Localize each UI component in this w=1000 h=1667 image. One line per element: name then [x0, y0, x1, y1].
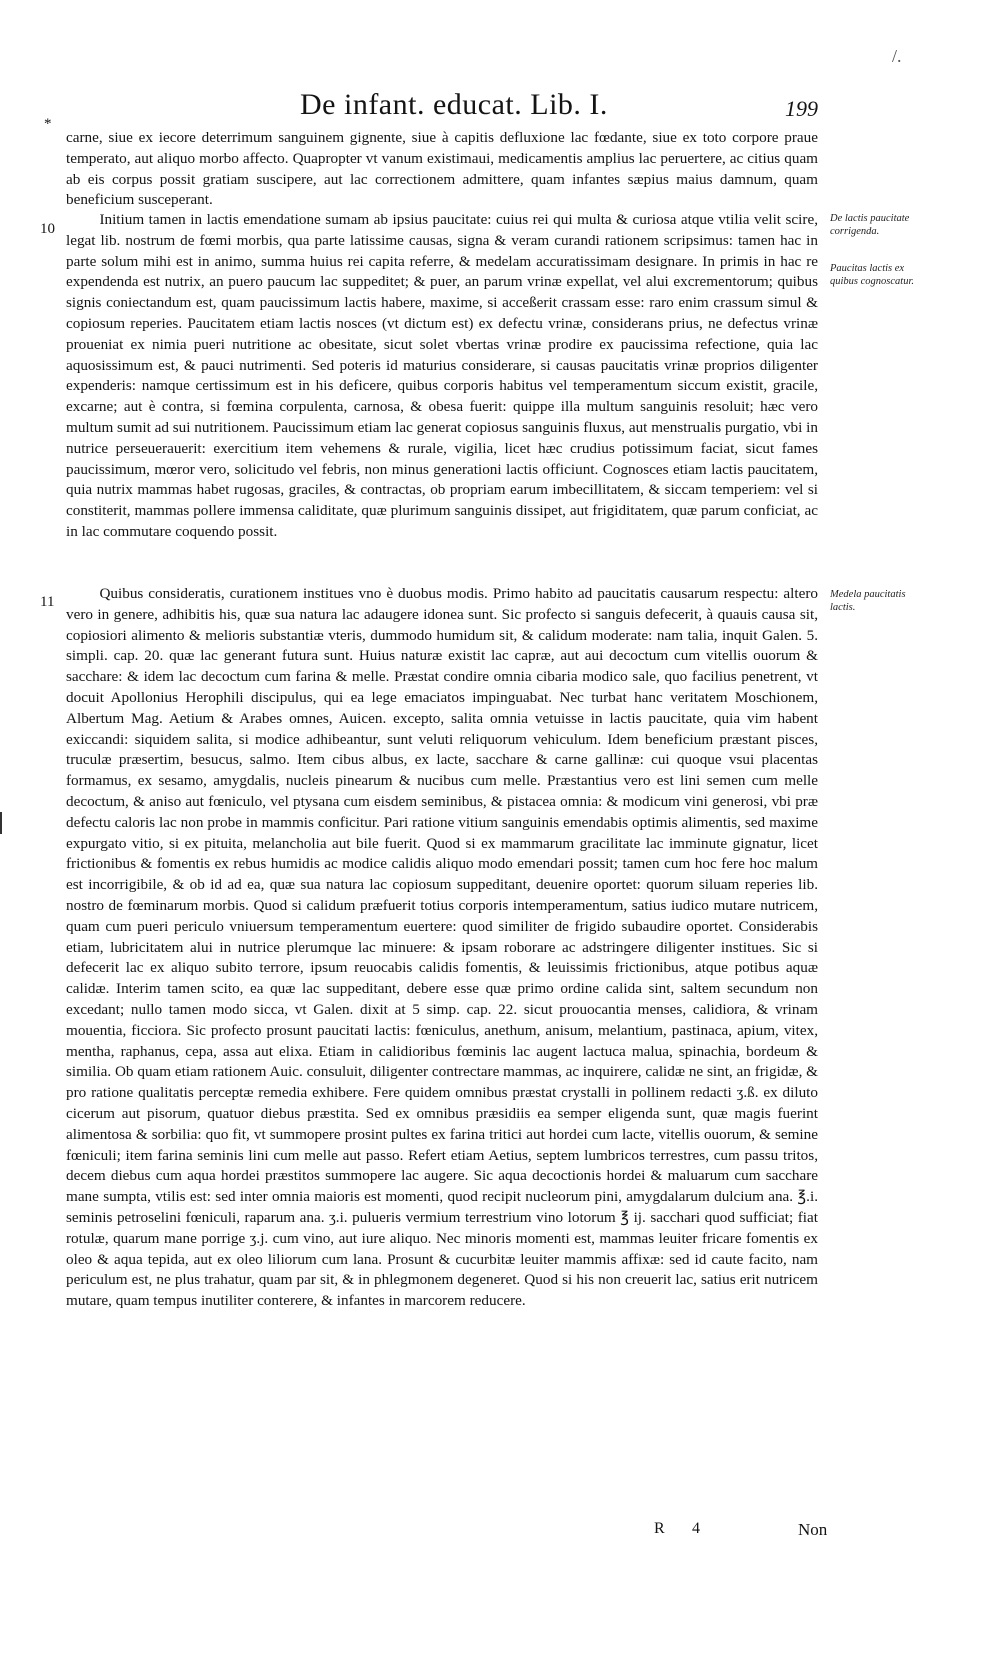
line-marker-star: * — [44, 116, 52, 132]
running-title: De infant. educat. Lib. I. — [300, 88, 608, 121]
corner-mark: /. — [892, 46, 902, 66]
stray-ink-mark — [0, 812, 2, 834]
margin-note-paucitas-cognoscatur: Paucitas lactis ex quibus cognoscatur. — [830, 263, 914, 287]
paragraph-3: Quibus consideratis, curationem institues vno è duobus modis. Primo habito ad paucitatis causarum respectu: altero vero in genere, adhibitis his, quæ sua natura lac adaugere idonea sunt. Sic profecto si sanguis defecerit, à quauis causa sit, copiosiori alimento & melioris substantiæ vteris, dummodo humidum sit, & calidum moderate: nam talia, inquit Galen. 5. simpli. cap. 20. quæ lac generant futura sunt. Huius naturæ existit lac capræ, aut aui decoctum cum vitellis ouorum & sacchare: & idem lac decoctum cum farina & melle. Præstat condire omnia cibaria modico sale, quo facilius penetrent, vt docuit Apollonius Herophili discipulus, qui ea lege emaciatos impinguabat. Nec turbat hanc veritatem Moschionem, Albertum Mag. Aetium & Arabes omnes, Auicen. excepto, salita omnia vetuisse in lactis paucitate, quia vim habent exiccandi: siquidem salita, si modice adhibeantur, sunt veluti reliquorum vehiculum. Idem beneficium præstant pisces, truculæ præsertim, besucus, salmo. Item cibus albus, ex lacte, sacchare & carne gallinæ: cui quoque vsui placentas formamus, ex sesamo, amygdalis, nucleis pinearum & nucibus cum melle. Præstantius vero est lini semen cum melle decoctum, & aniso aut fœniculo, vel ptysana cum eisdem seminibus, & pistacea omnia: & modicum vini generosi, vbi præ defectu caloris lac non probe in mammis conficitur. Pari ratione vitium sanguinis emendabis optimis alimentis, sed maxime expurgato vitio, si ex pituita, melancholia aut bile fuerit. Quod si ex mammarum gracilitate lac imminute gignatur, licet frictionibus & fomentis ex rebus humidis ac modice calidis aliquo modo emendari possit; tamen cum hoc fere hoc malum est incorrigibile, & ob id ad ea, quæ sua natura lac copiosum suppeditant, deuenire oportet: quorum siluam reperies lib. nostro de fœminarum morbis. Quod si calidum præfuerit totius corporis intemperamentum, satius iudico mutare nutricem, quam cum pueri periculo vniuersum temperamentum euertere: quod similiter de frigido subaudire oportet. Considerabis etiam, lubricitatem alui in nutrice plerumque lac minuere: & ipsam roborare ac adstringere diligenter institues. Sic si defecerit lac ex aliquo subito terrore, ipsum reuocabis calidis fomentis, & leuissimis frictionibus, atque potibus aquæ calidæ. Interim tamen scito, ea quæ lac suppeditant, debere esse quæ primo ordine calida sint, saltem secundum non excedant; nullo tamen modo sicca, vt Galen. dixit at 5 simp. cap. 22. sicut prouocantia menses, calidiora, & vrinam mouentia, ficciora. Sic profecto prosunt paucitati lactis: fœniculus, anethum, anisum, melantium, pastinaca, apium, vitex, mentha, raphanus, cepa, assa aut elixa. Etiam in calidioribus fœminis lac augent lactuca malua, spinachia, bordeum & similia. Ob quam etiam rationem Auic. consuluit, diligenter contrectare mammas, ac inquirere, calidæ ne sint, an frigidæ, & pro ratione qualitatis perceptæ remedia exhibere. Fere quidem omnibus præstat crystalli in pollinem redacti ʒ.ß. ex diluto cicerum aut pisorum, quatuor diebus præstita. Sed ex omnibus præsidiis ea semper eligenda sunt, quæ magis fuerint alimentosa & sorbilia: quo fit, vt summopere prosint pultes ex farina tritici aut hordei cum lacte, vitellis ouorum, & semine fœniculi; item farina seminis lini cum melle aut passo. Refert etiam Aetius, septem lumbricos terrestres, cum passu tritos, decem diebus cum aqua hordei præstitos summopere lac augere. Sic aqua decoctionis hordei & maluarum cum sacchare mane sumpta, vtilis est: sed inter omnia maioris est momenti, quod recipit nucleorum pini, amygdalarum dulcium ana. ℥.i. seminis petroselini fœniculi, raparum ana. ʒ.i. pulueris vermium terrestrium vino lotorum ℥ ij. sacchari quod sufficiat; fiat rotulæ, quarum mane porrige ʒ.j. cum vino, aut iure aliquo. Nec minoris momenti est, mammas leuiter fricare fomentis ex oleo & aqua tepida, aut ex oleo liliorum cum lana. Prosunt & cucurbitæ leuiter mammis affixæ: sed id caute facito, nam periculum est, ne plus trahatur, quam par sit, & in phlegmonem degeneret. Quod si his non creuerit lac, satius erit nutricem mutare, quam tempus inutiliter conterere, & infantes in marcorem reducere. — [66, 585, 818, 1310]
page-number: 199 — [785, 96, 818, 121]
paragraph-2: Initium tamen in lactis emendatione sumam ab ipsius paucitate: cuius rei qui multa & curiosa atque vtilia velit scire, legat lib. nostrum de fœmi morbis, qua parte latissime causas, signa & veram curandi rationem scripsimus: tamen hac in parte solum mihi est in animo, summa huius rei capita referre, & medelam accuratissimam designare. In primis in hac re expendenda est nutrix, an puero paucum lac suppeditet; & puer, an parum vrinæ expellat, vel alui excrementorum; quibus signis coniectandum est, quam paucissimum lactis habere, maxime, si acceßerit crassam esse: raro enim crassum simul & copiosum reperies. Paucitatem etiam lactis nosces (vt dictum est) ex defectu vrinæ, considerans prius, ne defectus vrinæ proueniat ex nimia pueri nutritione ac obesitate, sicut solet vbertas vrinæ prodire ex paucissima refectione, quia lac aquosissimum est, & pauci nutrimenti. Sed poteris id maturius considerare, si causas paucitatis vrinæ proprios diligenter expenderis: namque certissimum est in his deficere, quibus corporis habitus vel temperamentum siccum existit, gracile, excarne; aut è contra, si fœmina corpulenta, carnosa, & obesa fuerit: quippe illa multum sanguinis resoluit; hæc vero multum sumit ad sui nutritionem. Paucissimum etiam lac generat copiosus sanguinis fluxus, aut menstrualis purgatio, vbi in nutrice perseuerauerit: exercitium item vehemens & rurale, vigilia, licet hæc crudius potissimum faciat, sicut fames paucissimum, mœror vero, solicitudo vel febris, non minus generationi lactis officiunt. Cognosces etiam lactis paucitatem, quia nutrix mammas habet rugosas, graciles, & contractas, ob propriam earum imbecillitatem, & siccam temperiem: vel si constiterit, mammas pollere immensa caliditate, quæ plurimum sanguinis dissipet, aut frigiditatem, quæ parum conficiat, ac in lac commutare coquendo possit. — [66, 211, 818, 540]
line-marker-10: 10 — [40, 221, 55, 237]
paragraph-1: carne, siue ex iecore deterrimum sanguinem gignente, siue à capitis defluxione lac fœdante, siue ex toto corpore praue temperato, aut aliquo morbo affecto. Quapropter vt vanum existimaui, medicamentis amplius lac peruertere, ac citius quam ab eis corpus possit gratiam suscipere, aut lac correctionem admittere, quam infantes sæpius maius damnum, quam beneficium susceperant. — [66, 129, 818, 209]
margin-note-medela: Medela paucitatis lactis. — [830, 589, 906, 613]
line-marker-11: 11 — [40, 594, 55, 610]
signature-mark: R — [654, 1520, 665, 1537]
signature-number: 4 — [692, 1520, 700, 1537]
catchword: Non — [798, 1520, 828, 1539]
margin-note-lactis-paucitate: De lactis paucitate corrigenda. — [830, 213, 910, 237]
